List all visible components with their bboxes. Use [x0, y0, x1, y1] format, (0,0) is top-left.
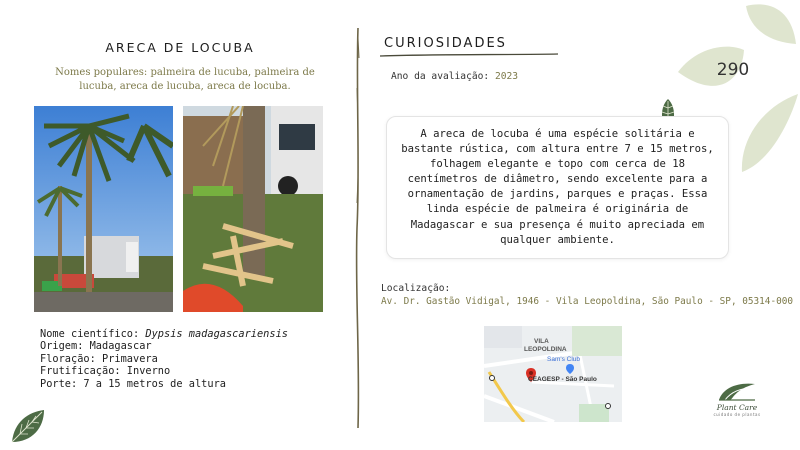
description-card: A areca de locuba é uma espécie solitária e bastante rústica, com altura entre 7 e 15 metros, folhagem elegante e topo com cerca de 18 centímetros de diâmetro, sendo excelente para a ornamentação de jardins, parques e praças. Essa linda espécie de palmeira é originária de Madagascar e sua presença é muito apreciada em qualquer ambiente. — [386, 116, 729, 259]
map-district-line1: VILA — [534, 338, 549, 345]
brand-logo-icon — [717, 380, 757, 402]
page-number: 290 — [716, 60, 750, 80]
fact-size: Porte: 7 a 15 metros de altura — [40, 377, 226, 390]
brand-name: Plant Care — [716, 403, 758, 412]
column-divider — [352, 28, 364, 428]
fact-origin: Origem: Madagascar — [40, 340, 152, 353]
evaluation-year — [391, 71, 518, 82]
decorative-leaf-top — [740, 0, 800, 60]
species-title: ARECA DE LOCUBA — [105, 40, 255, 55]
map-poi: Sam's Club — [547, 356, 581, 363]
fact-scientific-name-label: Nome científico: — [40, 328, 146, 340]
evaluation-year-value: 2023 — [494, 71, 519, 82]
photo-palm-tree — [34, 106, 173, 312]
map-poi-icon — [566, 364, 574, 374]
leaf-icon — [8, 408, 48, 446]
location-map[interactable] — [484, 326, 622, 422]
location-address: Av. Dr. Gastão Vidigal, 1946 - Vila Leopoldina, São Paulo - SP, 05314-000 — [381, 296, 794, 307]
fact-scientific-name-value: Dypsis madagascariensis — [145, 328, 288, 340]
map-place-label: CEAGESP - São Paulo — [528, 376, 597, 383]
location-label: Localização: — [381, 283, 451, 294]
popular-names: Nomes populares: palmeira de lucuba, palmeira de lucuba, areca de lucuba, areca de locuba. — [55, 67, 315, 92]
brand-tagline: cuidado de plantas — [713, 412, 761, 417]
curiosities-title: CURIOSIDADES — [384, 36, 507, 51]
fact-flowering: Floração: Primavera — [40, 352, 158, 365]
map-district-line2: LEOPOLDINA — [524, 346, 567, 353]
title-underline — [380, 52, 558, 58]
species-facts — [40, 328, 288, 390]
fact-scientific-name — [40, 328, 288, 340]
brand-logo — [700, 380, 774, 417]
photo-palm-trunk — [183, 106, 323, 312]
decorative-leaf-right — [740, 92, 800, 174]
fact-fruiting: Frutificação: Inverno — [40, 365, 171, 378]
evaluation-year-label: Ano da avaliação: — [391, 71, 495, 82]
